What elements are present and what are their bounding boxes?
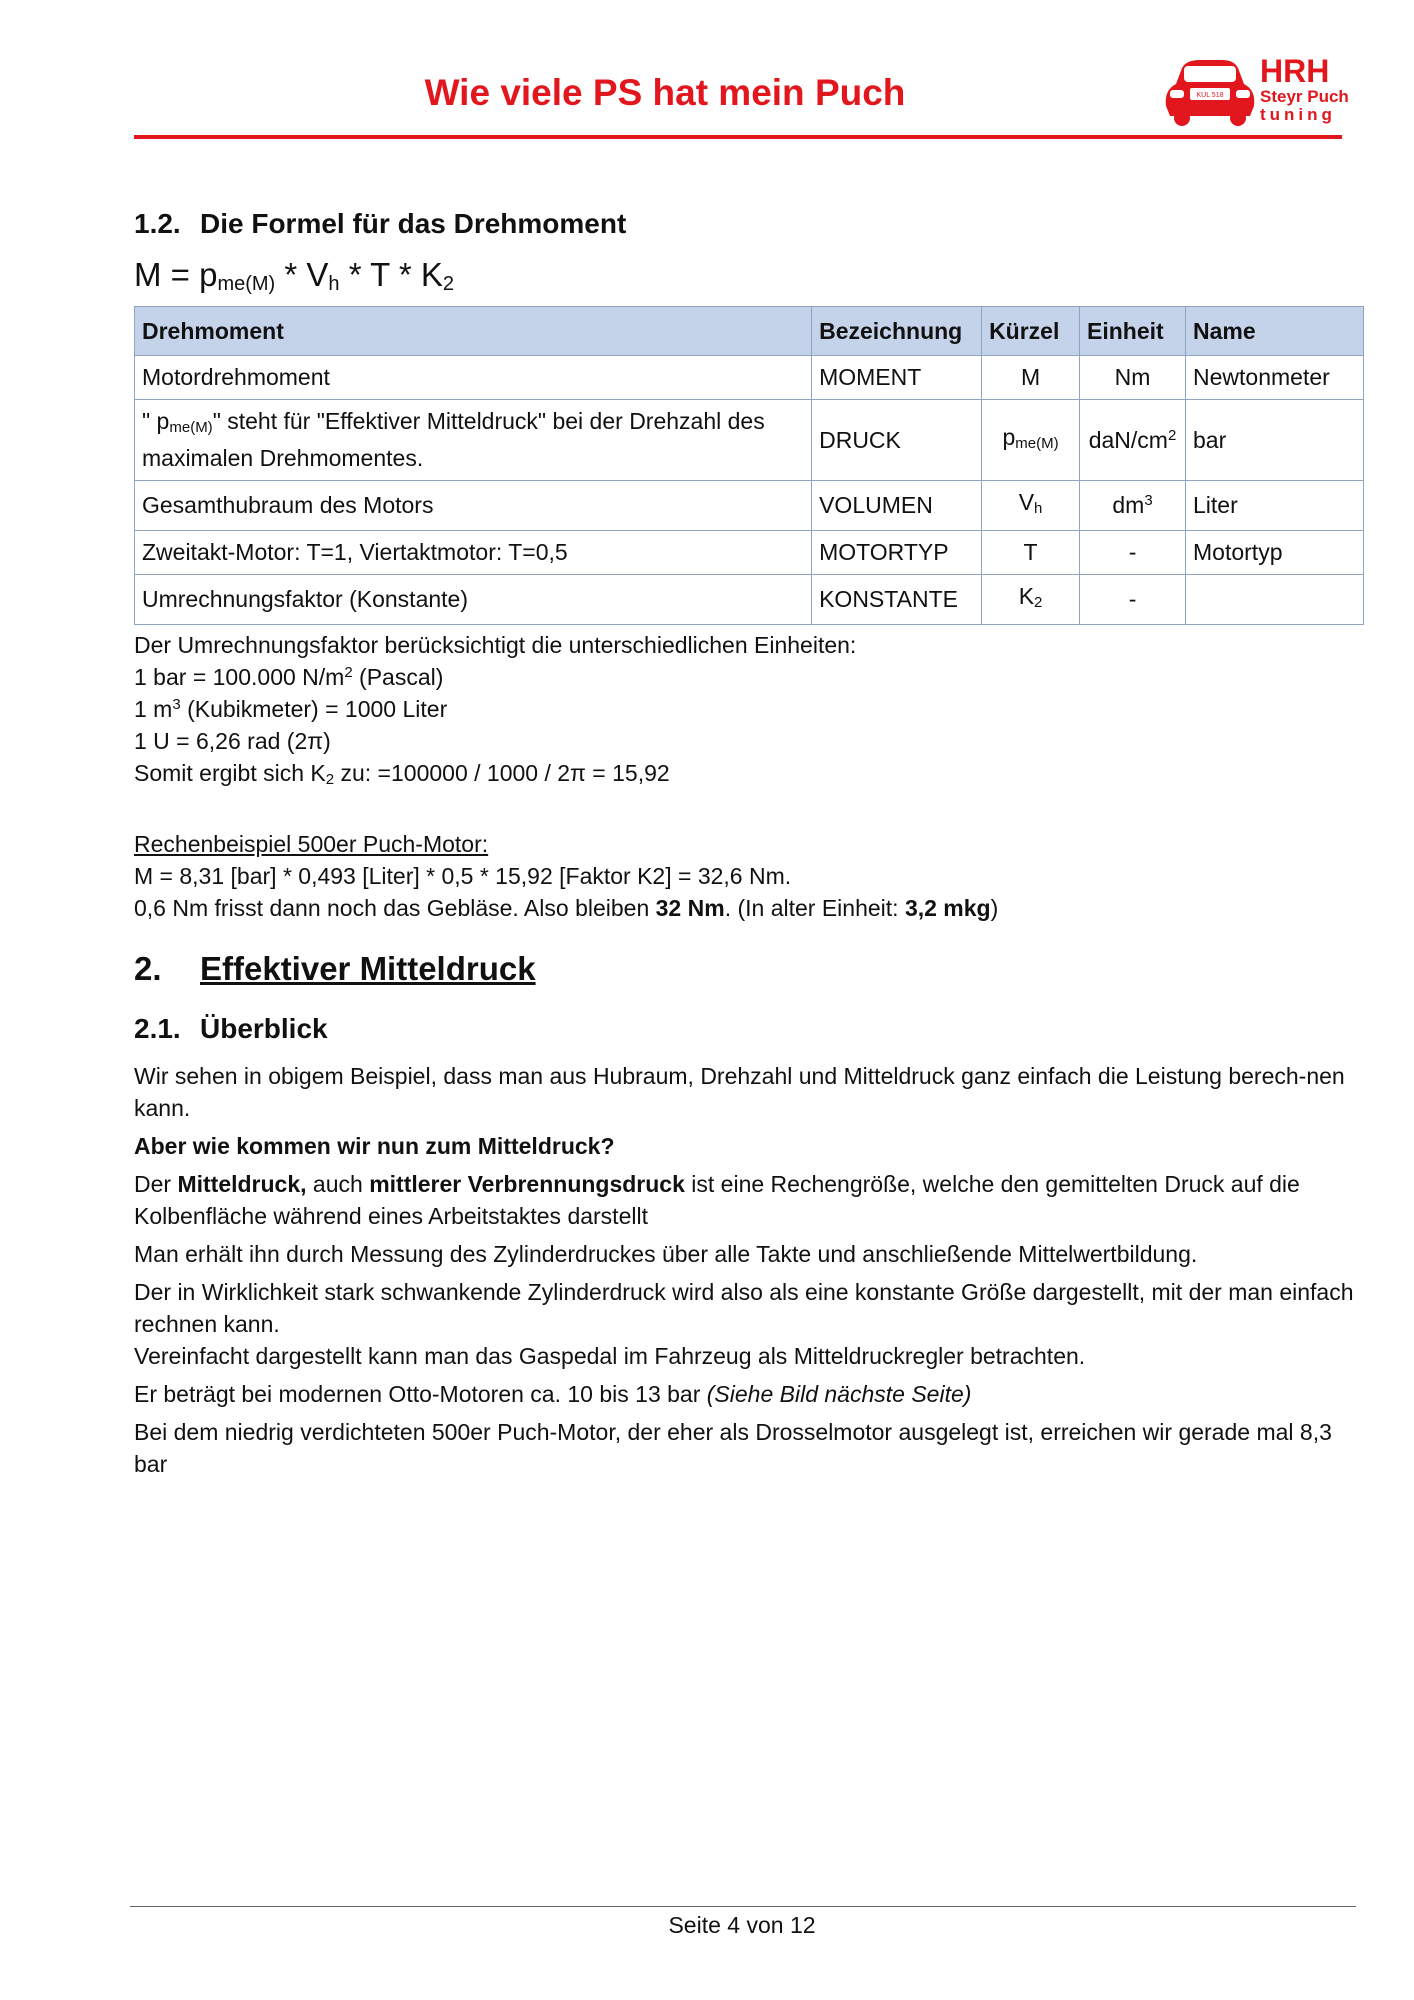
example-heading: Rechenbeispiel 500er Puch-Motor: <box>134 831 489 857</box>
conversion-line: 1 $m^3$ (Kubikmeter) = 1000 Liter <box>134 696 448 722</box>
conversion-line: Somit ergibt sich $K_2$ zu: =100000 / 1000 / 2π = 15,92 <box>134 760 670 788</box>
table-cell: T <box>982 531 1080 575</box>
table-cell: - <box>1080 575 1186 625</box>
table-cell: $dm^3$ <box>1080 481 1186 531</box>
table-cell: $V_h$ <box>982 481 1080 531</box>
table-row <box>135 356 1364 400</box>
table-cell: $K_2$ <box>982 575 1080 625</box>
table-cell: Nm <box>1080 356 1186 400</box>
conversion-line: 1 bar = 100.000 $N/m^2$ (Pascal) <box>134 664 444 690</box>
table-header: Einheit <box>1080 307 1186 356</box>
table-cell: MOMENT <box>812 356 982 400</box>
table-header: Drehmoment <box>135 307 812 356</box>
svg-text:tuning: tuning <box>1260 105 1336 124</box>
table-cell: VOLUMEN <box>812 481 982 531</box>
example-line: 0,6 Nm frisst dann noch das Gebläse. Also bleiben 32 Nm. (In alter Einheit: 3,2 mkg) <box>134 895 999 921</box>
page-number: Seite 4 von 12 <box>668 1912 816 1938</box>
table-row <box>135 481 1364 531</box>
paragraph-question: Aber wie kommen wir nun zum Mitteldruck? <box>134 1133 615 1159</box>
table-cell: Umrechnungsfaktor (Konstante) <box>135 575 812 625</box>
table-cell: Motordrehmoment <box>135 356 812 400</box>
table-cell: bar <box>1186 400 1364 481</box>
section-heading-1-2: 1.2. Die Formel für das Drehmoment <box>134 208 627 239</box>
hrh-logo <box>1160 50 1350 130</box>
table-cell: - <box>1080 531 1186 575</box>
table-row <box>135 531 1364 575</box>
table-header: Kürzel <box>982 307 1080 356</box>
table-cell: Liter <box>1186 481 1364 531</box>
table-cell: KONSTANTE <box>812 575 982 625</box>
document-title: Wie viele PS hat mein Puch <box>424 72 906 113</box>
table-cell: Motortyp <box>1186 531 1364 575</box>
section-heading-2: 2. Effektiver Mitteldruck <box>134 950 536 987</box>
table-header: Bezeichnung <box>812 307 982 356</box>
conversion-intro: Der Umrechnungsfaktor berücksichtigt die unterschiedlichen Einheiten: <box>134 632 857 658</box>
table-cell <box>1186 575 1364 625</box>
table-row <box>135 575 1364 625</box>
paragraph: Vereinfacht dargestellt kann man das Gaspedal im Fahrzeug als Mitteldruckregler betrachten. <box>134 1343 1086 1369</box>
table-cell: $p_{me(M)}$ <box>982 400 1080 481</box>
torque-formula: $M = p_{me(M)} * V_h * T * K_2$ <box>134 256 455 295</box>
table-cell: Zweitakt-Motor: T=1, Viertaktmotor: T=0,5 <box>135 531 812 575</box>
car-logo-icon <box>1160 50 1350 130</box>
paragraph: Wir sehen in obigem Beispiel, dass man aus Hubraum, Drehzahl und Mitteldruck ganz einfach die Leistung berech-nen kann. <box>134 1063 1345 1121</box>
header-rule <box>134 135 1342 139</box>
paragraph: Er beträgt bei modernen Otto-Motoren ca. 10 bis 13 bar (Siehe Bild nächste Seite) <box>134 1381 972 1407</box>
table-cell: M <box>982 356 1080 400</box>
table-row <box>135 400 1364 481</box>
svg-text:Steyr Puch: Steyr Puch <box>1260 87 1349 106</box>
paragraph: Der in Wirklichkeit stark schwankende Zylinderdruck wird also als eine konstante Größe dargestellt, mit der man einfach rechnen kann. <box>134 1279 1354 1337</box>
table-cell: " $p_{me(M)}$" steht für "Effektiver Mitteldruck" bei der Drehzahl des maximalen Drehmomentes. <box>135 400 812 481</box>
section-heading-2-1: 2.1. Überblick <box>134 1013 328 1044</box>
svg-text:KUL 518: KUL 518 <box>1196 92 1224 99</box>
table-cell: daN/$cm^2$ <box>1080 400 1186 481</box>
table-cell: Gesamthubraum des Motors <box>135 481 812 531</box>
table-cell: Newtonmeter <box>1186 356 1364 400</box>
paragraph: Man erhält ihn durch Messung des Zylinderdruckes über alle Takte und anschließende Mittelwertbildung. <box>134 1241 1198 1267</box>
formula-table <box>134 306 1364 625</box>
table-header-row <box>135 307 1364 356</box>
table-header: Name <box>1186 307 1364 356</box>
svg-text:HRH: HRH <box>1260 53 1330 89</box>
example-line: M = 8,31 [bar] * 0,493 [Liter] * 0,5 * 15,92 [Faktor K2] = 32,6 Nm. <box>134 863 792 889</box>
paragraph: Der Mitteldruck, auch mittlerer Verbrennungsdruck ist eine Rechengröße, welche den gemittelten Druck auf die Kolbenfläche während eines Arbeitstaktes darstellt <box>134 1171 1300 1229</box>
table-cell: DRUCK <box>812 400 982 481</box>
footer-rule <box>130 1906 1356 1907</box>
paragraph: Bei dem niedrig verdichteten 500er Puch-Motor, der eher als Drosselmotor ausgelegt ist, erreichen wir gerade mal 8,3 bar <box>134 1419 1332 1477</box>
conversion-line: 1 U = 6,26 rad (2π) <box>134 728 331 754</box>
table-cell: MOTORTYP <box>812 531 982 575</box>
